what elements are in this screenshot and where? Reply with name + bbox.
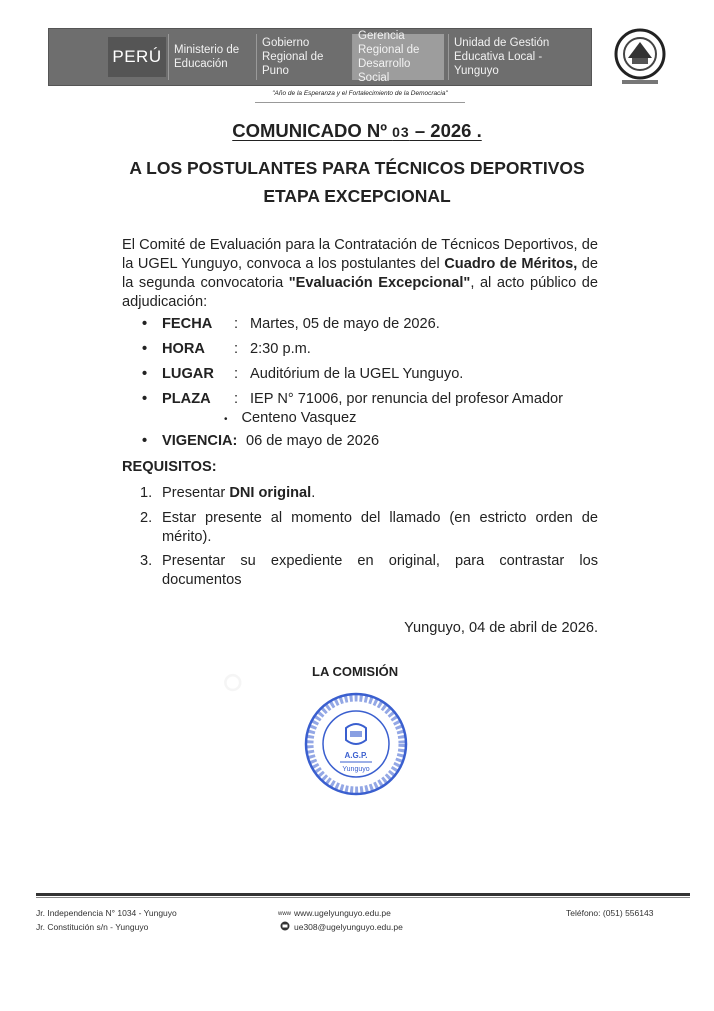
web-icon	[278, 907, 291, 917]
title-prefix: COMUNICADO Nº	[232, 120, 393, 141]
requirement-text: Estar presente al momento del llamado (en estricto orden de mérito).	[162, 510, 598, 545]
title-suffix: – 2026 .	[409, 120, 482, 141]
email-icon	[280, 921, 290, 931]
intro-bold-1: Cuadro de Méritos,	[444, 256, 578, 272]
intro-text-2: de la segunda convocatoria	[122, 256, 598, 291]
intro-text-1: El Comité de Evaluación para la Contratación de Técnicos Deportivos, de la UGEL Yunguyo, convoca a los postulantes del	[122, 237, 598, 272]
requirement-number: 1.	[140, 485, 153, 501]
country-label: PERÚ	[108, 37, 166, 77]
requirement-item	[140, 552, 598, 592]
stamp-city-text: Yunguyo	[342, 766, 370, 773]
footer-phone: Teléfono: (051) 556143	[566, 908, 654, 918]
detail-lugar: • LUGAR : Auditórium de la UGEL Yunguyo.	[142, 366, 464, 382]
detail-value: Auditórium de la UGEL Yunguyo.	[250, 366, 464, 382]
requirement-item	[140, 484, 598, 504]
requirement-text: Presentar su expediente en original, para contrastar los documentos	[162, 553, 598, 588]
detail-vigencia: • VIGENCIA: 06 de mayo de 2026	[142, 433, 380, 449]
svg-text:www: www	[278, 911, 291, 917]
detail-value: 06 de mayo de 2026	[246, 433, 380, 449]
requirement-number: 2.	[140, 510, 153, 526]
detail-value: Martes, 05 de mayo de 2026.	[250, 316, 440, 332]
requirement-item	[140, 509, 598, 549]
requirement-number: 3.	[140, 553, 153, 569]
detail-label: FECHA	[162, 316, 213, 332]
requirement-post: .	[311, 485, 316, 501]
stamp-center-text: A.G.P.	[344, 751, 368, 760]
year-motto: "Año de la Esperanza y el Fortalecimiento de la Democracia"	[255, 90, 465, 103]
footer-address-1: Jr. Independencia N° 1034 - Yunguyo	[36, 908, 177, 918]
communique-title	[0, 120, 714, 142]
plaza-continuation-text: Centeno Vasquez	[241, 410, 357, 426]
subtitle-line-2: ETAPA EXCEPCIONAL	[263, 186, 451, 206]
detail-label: PLAZA	[162, 391, 211, 407]
footer-email[interactable]: ue308@ugelyunguyo.edu.pe	[294, 922, 403, 932]
footer-divider	[36, 893, 690, 896]
communique-number: 03	[392, 124, 410, 140]
requirement-text: Presentar	[162, 485, 230, 501]
detail-plaza: • PLAZA : IEP N° 71006, por renuncia del profesor Amador	[142, 391, 564, 407]
intro-text-3: , al acto público de adjudicación:	[122, 275, 598, 310]
detail-label: VIGENCIA:	[162, 433, 238, 449]
place-date: Yunguyo, 04 de abril de 2026.	[404, 620, 598, 636]
footer-address-2: Jr. Constitución s/n - Yunguyo	[36, 922, 149, 932]
requirement-bold: DNI original	[229, 485, 312, 501]
detail-hora: • HORA : 2:30 p.m.	[142, 341, 311, 357]
subtitle-line-1: A LOS POSTULANTES PARA TÉCNICOS DEPORTIVOS	[129, 158, 585, 178]
requirements-title: REQUISITOS:	[122, 459, 217, 475]
intro-bold-2: "Evaluación Excepcional"	[288, 275, 471, 291]
regional-government-label: Gobierno Regional de Puno	[256, 34, 352, 80]
detail-value: IEP N° 71006, por renuncia del profesor Amador	[250, 391, 564, 407]
social-development-label: Gerencia Regional de Desarrollo Social	[352, 34, 444, 80]
ministry-label: Ministerio de Educación	[168, 34, 256, 80]
signature-label: LA COMISIÓN	[312, 664, 399, 679]
ugel-label: Unidad de Gestión Educativa Local - Yunguyo	[448, 34, 588, 80]
official-stamp-icon	[300, 688, 412, 800]
footer-divider-thin	[36, 897, 690, 898]
footer-website[interactable]: www.ugelyunguyo.edu.pe	[294, 908, 391, 918]
detail-label: LUGAR	[162, 366, 214, 382]
watermark	[220, 640, 254, 722]
detail-label: HORA	[162, 341, 205, 357]
detail-value: 2:30 p.m.	[250, 341, 311, 357]
detail-fecha: • FECHA : Martes, 05 de mayo de 2026.	[142, 316, 440, 332]
ugel-logo-icon	[608, 24, 672, 88]
plaza-continuation: • Centeno Vasquez	[224, 410, 357, 426]
intro-paragraph	[122, 236, 598, 312]
